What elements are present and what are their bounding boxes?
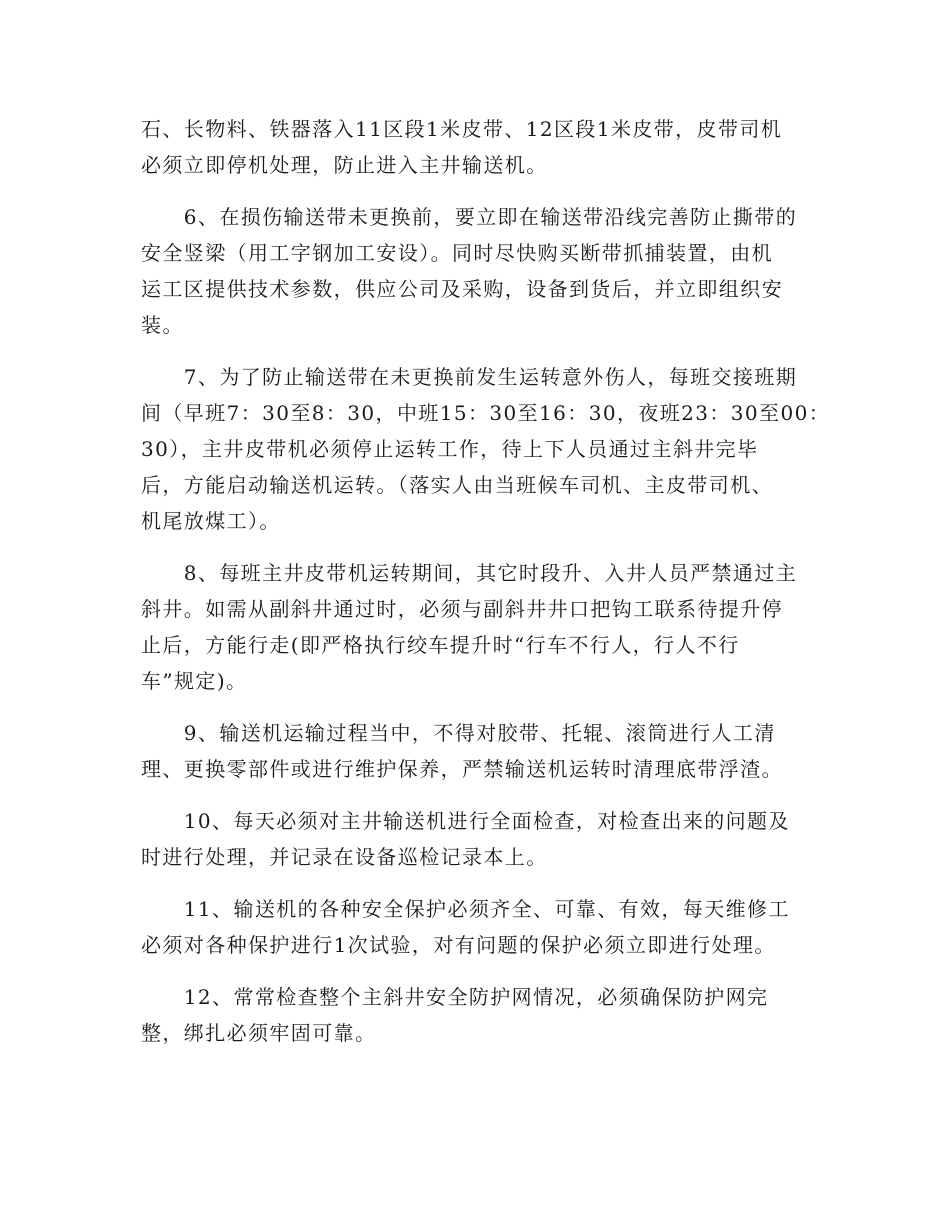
text-line: 机尾放煤工）。 — [141, 509, 281, 533]
text-line: 6、在损伤输送带未更换前，要立即在输送带沿线完善防止撕带的 — [141, 205, 798, 229]
text-line: 石、长物料、铁器落入11区段1米皮带、12区段1米皮带，皮带司机 — [141, 117, 783, 141]
text-line: 12、常常检查整个主斜井安全防护网情况，必须确保防护网完 — [141, 985, 769, 1009]
document-body — [141, 111, 831, 1067]
text-line: 9、输送机运输过程当中，不得对胶带、托辊、滚筒进行人工清 — [141, 721, 776, 745]
paragraph-item-10 — [141, 803, 806, 875]
paragraph-item-11 — [141, 891, 806, 963]
paragraph-item-7 — [141, 359, 831, 539]
text-line: 必须立即停机处理，防止进入主井输送机。 — [141, 153, 548, 177]
text-line: 11、输送机的各种安全保护必须齐全、可靠、有效，每天维修工 — [141, 897, 790, 921]
text-line: 30），主井皮带机必须停止运转工作，待上下人员通过主斜井完毕 — [141, 437, 759, 461]
text-line: 止后，方能行走(即严格执行绞车提升时“行车不行人，行人不行 — [141, 633, 740, 657]
text-line: 装。 — [141, 313, 184, 337]
paragraph-item-8 — [141, 555, 806, 699]
text-line: 斜井。如需从副斜井通过时，必须与副斜井井口把钩工联系待提升停 — [141, 597, 783, 621]
text-line: 后，方能启动输送机运转。（落实人由当班候车司机、主皮带司机、 — [141, 473, 773, 497]
paragraph-continuation — [141, 111, 806, 183]
text-line: 7、为了防止输送带在未更换前发生运转意外伤人，每班交接班期 — [141, 365, 798, 389]
text-line: 8、每班主井皮带机运转期间，其它时段升、入井人员严禁通过主 — [141, 561, 798, 585]
text-line: 间（早班7：30至8：30，中班15：30至16：30，夜班23：30至00： — [141, 401, 831, 425]
text-line: 安全竖梁（用工字钢加工安设）。同时尽快购买断带抓捕装置，由机 — [141, 241, 773, 265]
paragraph-item-6 — [141, 199, 806, 343]
paragraph-item-9 — [141, 715, 806, 787]
paragraph-item-12 — [141, 979, 806, 1051]
text-line: 必须对各种保护进行1次试验，对有问题的保护必须立即进行处理。 — [141, 933, 776, 957]
text-line: 时进行处理，并记录在设备巡检记录本上。 — [141, 845, 548, 869]
text-line: 理、更换零部件或进行维护保养，严禁输送机运转时清理底带浮渣。 — [141, 757, 783, 781]
text-line: 10、每天必须对主井输送机进行全面检查，对检查出来的问题及 — [141, 809, 790, 833]
text-line: 整，绑扎必须牢固可靠。 — [141, 1021, 377, 1045]
text-line: 运工区提供技术参数，供应公司及采购，设备到货后，并立即组织安 — [141, 277, 783, 301]
text-line: 车”规定)。 — [141, 669, 248, 693]
